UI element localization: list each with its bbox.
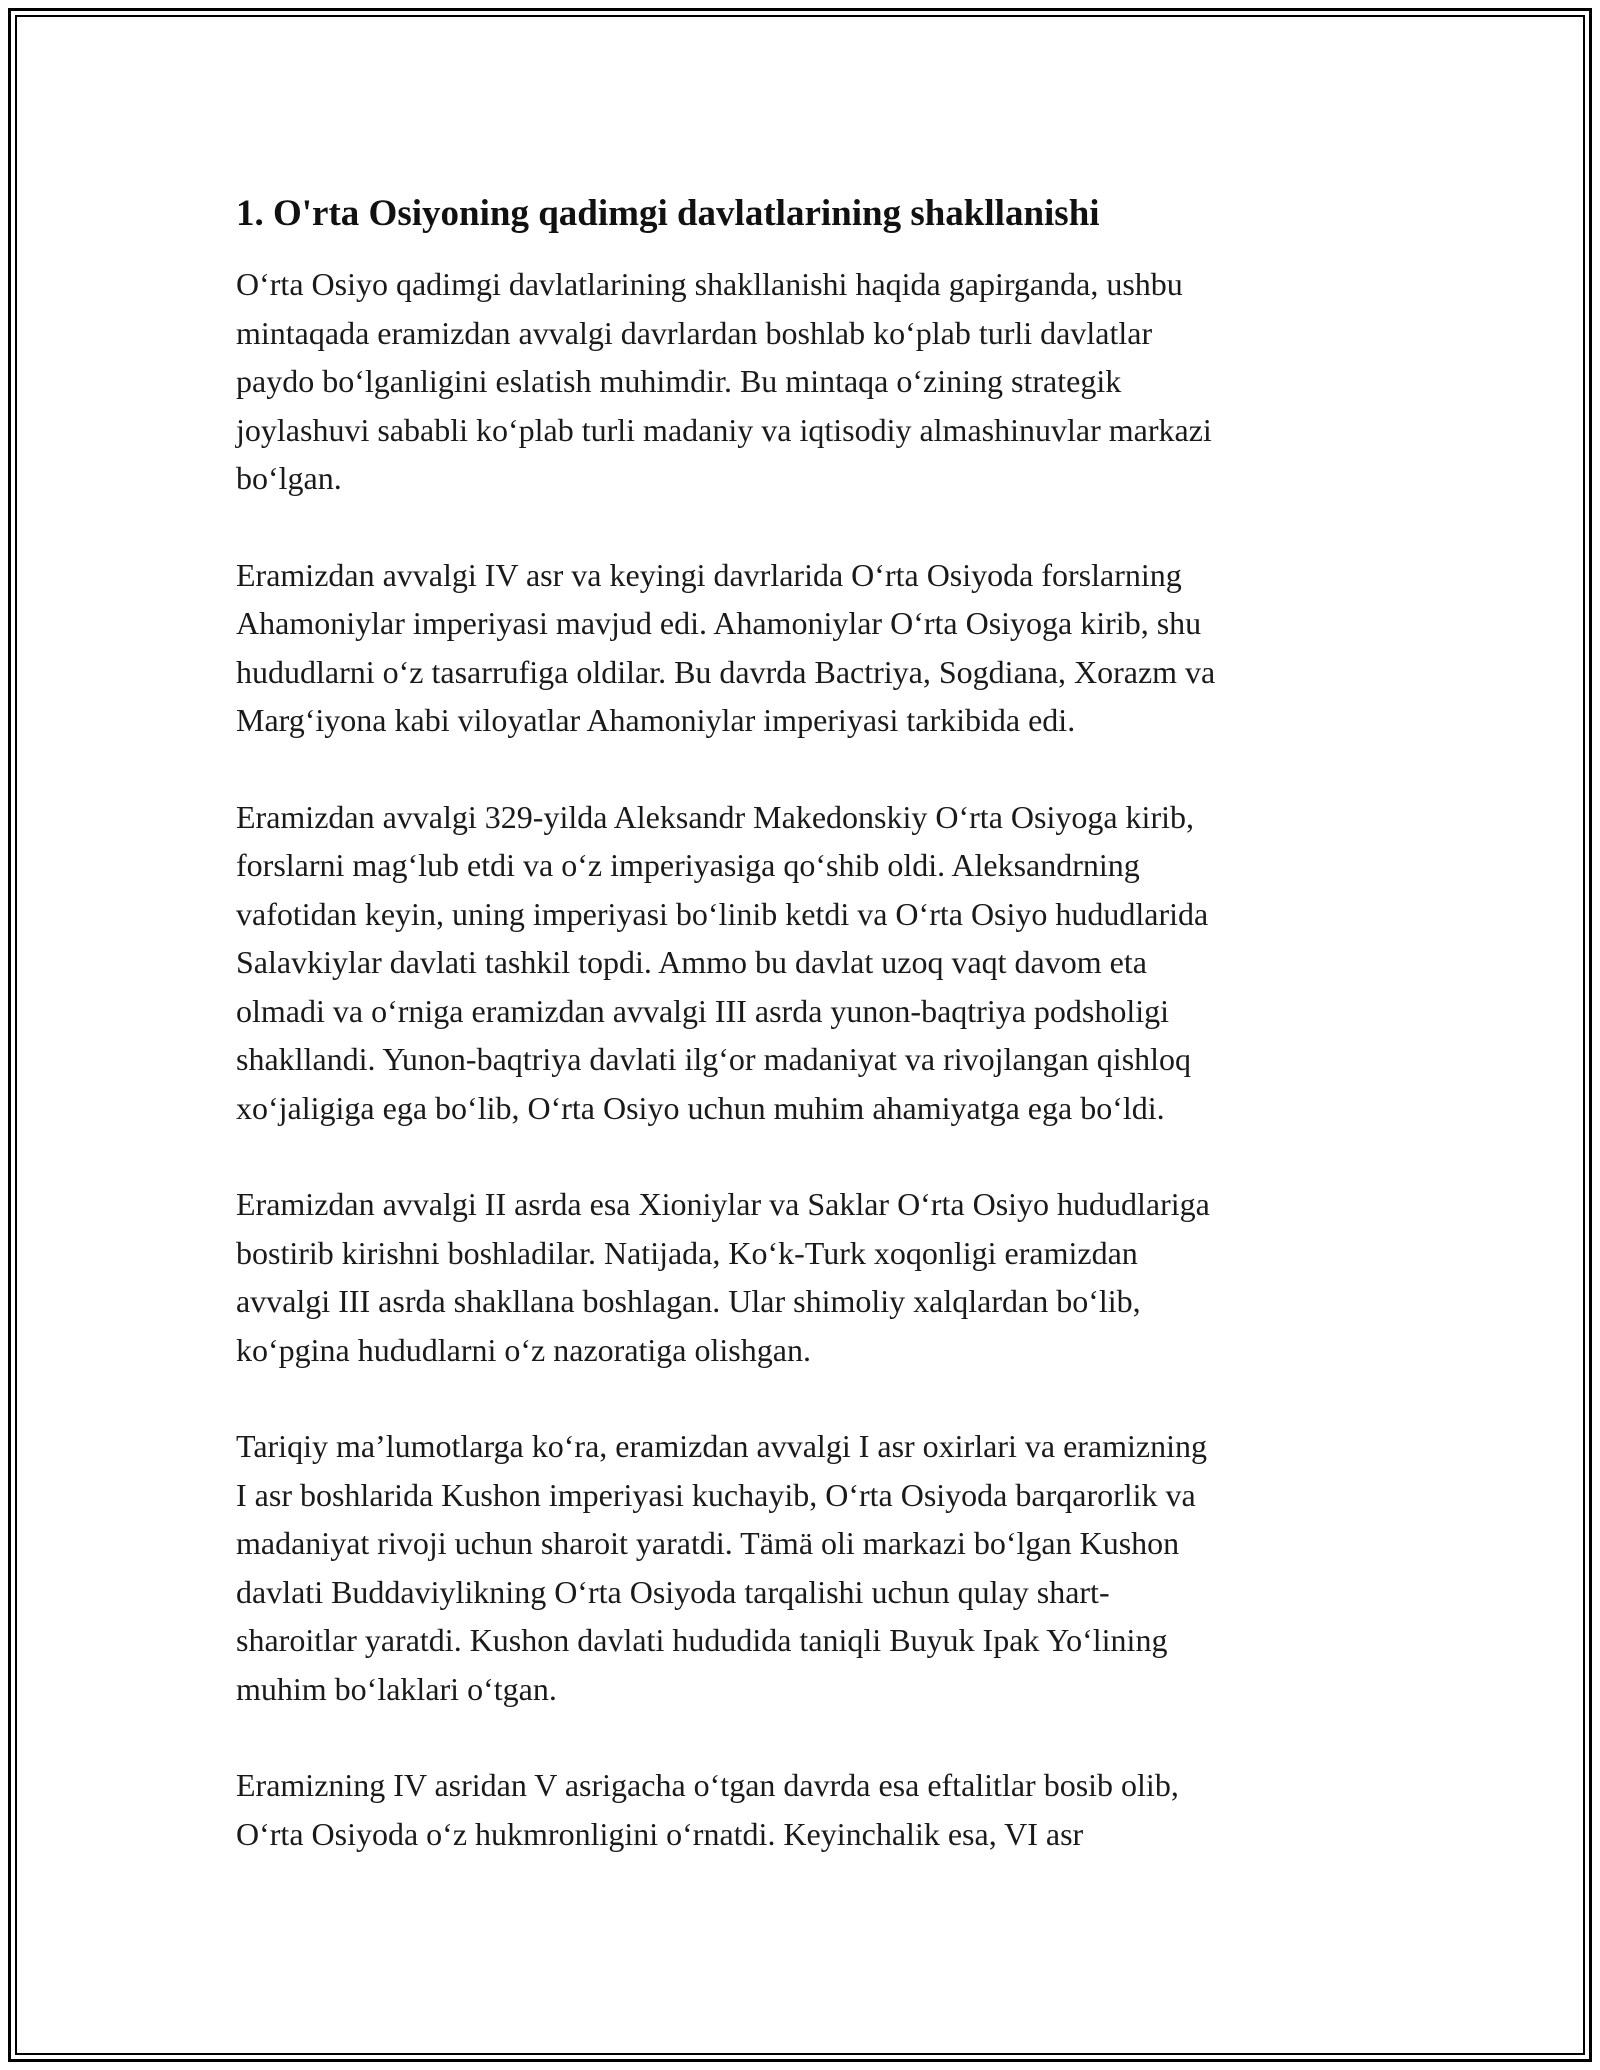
- paragraph-line: ko‘pgina hududlarni o‘z nazoratiga olishgan.: [236, 1331, 811, 1368]
- paragraph-list: [236, 260, 1366, 1858]
- paragraph-line: hududlarni o‘z tasarrufiga oldilar. Bu davrda Bactriya, Sogdiana, Xorazm va: [236, 653, 1216, 690]
- paragraph-line: davlati Buddaviylikning O‘rta Osiyoda tarqalishi uchun qulay shart-: [236, 1573, 1110, 1610]
- paragraph-line: muhim bo‘laklari o‘tgan.: [236, 1670, 557, 1707]
- paragraph: [236, 793, 1366, 1133]
- paragraph-line: Tariqiy ma’lumotlarga ko‘ra, eramizdan avvalgi I asr oxirlari va eramizning: [236, 1428, 1207, 1464]
- paragraph-line: olmadi va o‘rniga eramizdan avvalgi III asrda yunon-baqtriya podsholigi: [236, 992, 1170, 1029]
- paragraph-line: bostirib kirishni boshladilar. Natijada, Ko‘k-Turk xoqonligi eramizdan: [236, 1234, 1138, 1271]
- paragraph-line: bo‘lgan.: [236, 460, 342, 496]
- paragraph-line: I asr boshlarida Kushon imperiyasi kuchayib, O‘rta Osiyoda barqarorlik va: [236, 1476, 1196, 1513]
- paragraph-line: O‘rta Osiyo qadimgi davlatlarining shakllanishi haqida gapirganda, ushbu: [236, 266, 1183, 302]
- paragraph-line: Eramizdan avvalgi IV asr va keyingi davrlarida O‘rta Osiyoda forslarning: [236, 556, 1182, 593]
- paragraph-line: shakllandi. Yunon-baqtriya davlati ilg‘or madaniyat va rivojlangan qishloq: [236, 1041, 1192, 1077]
- paragraph-line: forslarni mag‘lub etdi va o‘z imperiyasiga qo‘shib oldi. Aleksandrning: [236, 847, 1140, 883]
- paragraph-line: Eramizdan avvalgi II asrda esa Xioniylar va Saklar O‘rta Osiyo hududlariga: [236, 1186, 1210, 1222]
- paragraph: [236, 1761, 1366, 1858]
- paragraph-line: joylashuvi sababli ko‘plab turli madaniy va iqtisodiy almashinuvlar markazi: [236, 411, 1212, 448]
- section-heading: 1. O'rta Osiyoning qadimgi davlatlarining shakllanishi: [236, 193, 1100, 234]
- paragraph: [236, 1180, 1366, 1374]
- paragraph-line: O‘rta Osiyoda o‘z hukmronligini o‘rnatdi. Keyinchalik esa, VI asr: [236, 1815, 1084, 1852]
- paragraph: [236, 1422, 1366, 1713]
- paragraph-line: xo‘jaligiga ega bo‘lib, O‘rta Osiyo uchun muhim ahamiyatga ega bo‘ldi.: [236, 1089, 1165, 1126]
- paragraph: [236, 551, 1366, 745]
- paragraph-line: Ahamoniylar imperiyasi mavjud edi. Ahamoniylar O‘rta Osiyoga kirib, shu: [236, 605, 1202, 641]
- paragraph-line: Marg‘iyona kabi viloyatlar Ahamoniylar imperiyasi tarkibida edi.: [236, 702, 1076, 738]
- document-body: [236, 190, 1366, 1906]
- paragraph-line: Eramizning IV asridan V asrigacha o‘tgan davrda esa eftalitlar bosib olib,: [236, 1767, 1179, 1803]
- paragraph: [236, 260, 1366, 503]
- paragraph-line: Eramizdan avvalgi 329-yilda Aleksandr Makedonskiy O‘rta Osiyoga kirib,: [236, 798, 1194, 835]
- paragraph-line: madaniyat rivoji uchun sharoit yaratdi. Tämä oli markazi bo‘lgan Kushon: [236, 1525, 1180, 1561]
- paragraph-line: sharoitlar yaratdi. Kushon davlati hududida taniqli Buyuk Ipak Yo‘lining: [236, 1622, 1168, 1658]
- paragraph-line: mintaqada eramizdan avvalgi davrlardan boshlab ko‘plab turli davlatlar: [236, 314, 1153, 351]
- paragraph-line: avvalgi III asrda shakllana boshlagan. Ular shimoliy xalqlardan bo‘lib,: [236, 1283, 1141, 1319]
- paragraph-line: vafotidan keyin, uning imperiyasi bo‘linib ketdi va O‘rta Osiyo hududlarida: [236, 895, 1209, 932]
- paragraph-line: Salavkiylar davlati tashkil topdi. Ammo bu davlat uzoq vaqt davom eta: [236, 944, 1147, 980]
- paragraph-line: paydo bo‘lganligini eslatish muhimdir. Bu mintaqa o‘zining strategik: [236, 363, 1122, 399]
